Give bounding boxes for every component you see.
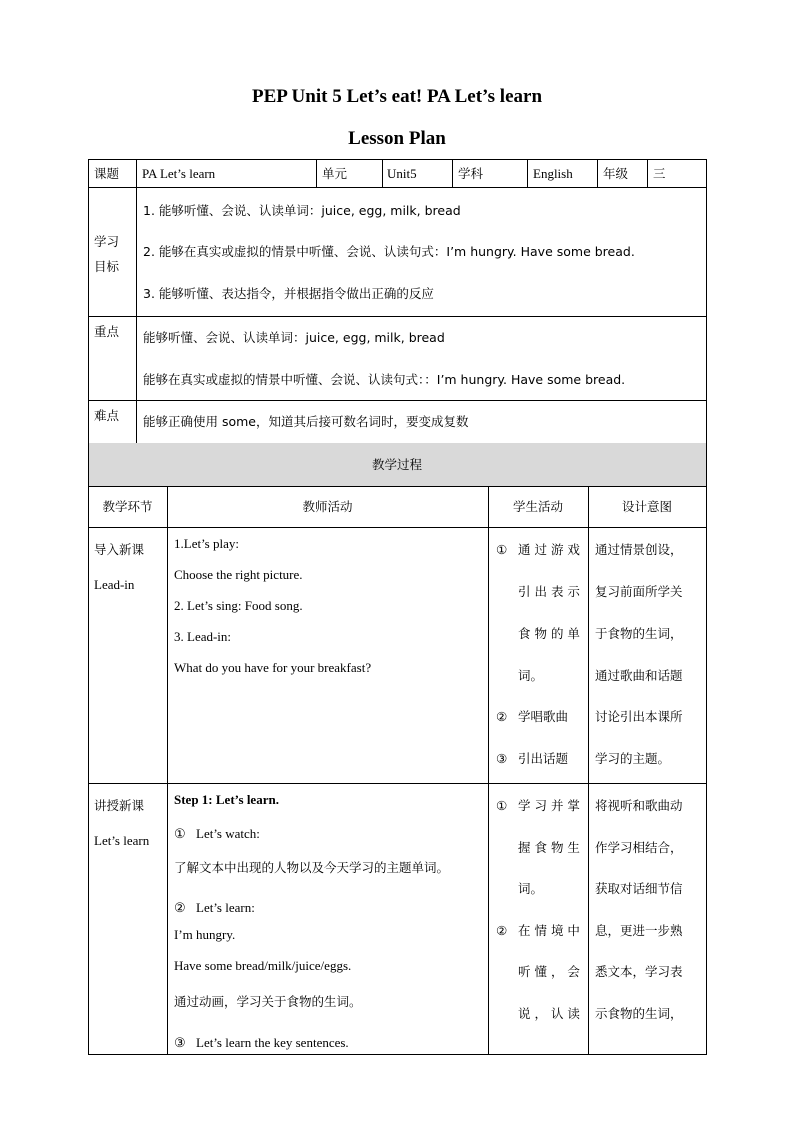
step-heading: Step 1: Let’s learn. (174, 792, 279, 807)
circled-marker: ② (496, 709, 508, 724)
student-line (496, 964, 580, 980)
student-line (496, 542, 580, 558)
student-text: 通 过 游 戏 (518, 542, 580, 557)
objective-item: 3. 能够听懂、表达指令，并根据指令做出正确的反应 (143, 286, 434, 301)
table-rule (316, 159, 317, 187)
table-rule (88, 783, 706, 784)
intent-line: 示食物的生词， (595, 1006, 683, 1021)
teacher-text: Let’s watch: (196, 826, 260, 841)
table-rule (88, 1054, 706, 1055)
teacher-text: Let’s learn the key sentences. (196, 1035, 349, 1050)
student-text: 词。 (518, 881, 544, 896)
intent-line: 通过歌曲和话题 (595, 668, 683, 683)
student-text: 握 食 物 生 (518, 840, 580, 855)
col-header-teacher: 教师活动 (302, 499, 353, 514)
student-text: 词。 (518, 668, 544, 683)
teacher-line: 2. Let’s sing: Food song. (174, 598, 303, 613)
table-rule (382, 159, 383, 187)
difficulty-text: 能够正确使用 some，知道其后接可数名词时，要变成复数 (143, 414, 469, 429)
circled-marker: ③ (174, 1035, 186, 1050)
key-points-label: 重点 (94, 324, 120, 339)
table-rule (647, 159, 648, 187)
table-rule (706, 159, 707, 1055)
student-line (496, 798, 580, 814)
key-point-item: 能够听懂、会说、认读单词：juice, egg, milk, bread (143, 330, 445, 345)
key-point-item: 能够在真实或虚拟的情景中听懂、会说、认读句式：：I’m hungry. Have some bread. (143, 372, 626, 387)
student-text: 学 习 并 掌 (518, 798, 580, 813)
teacher-line: 1.Let’s play: (174, 536, 239, 551)
student-text: 引 出 表 示 (518, 584, 580, 599)
student-line (496, 668, 543, 684)
circled-marker: ② (496, 923, 508, 938)
teacher-line: 了解文本中出现的人物以及今天学习的主题单词。 (174, 860, 450, 875)
table-rule (88, 527, 706, 528)
table-rule (167, 486, 168, 1055)
process-header: 教学过程 (371, 457, 422, 472)
student-line (496, 584, 580, 600)
student-text: 引出话题 (518, 751, 569, 766)
table-rule (488, 486, 489, 1055)
table-rule (88, 486, 706, 487)
table-rule (527, 159, 528, 187)
intent-line: 将视听和歌曲动 (595, 798, 683, 813)
table-rule (88, 159, 89, 1055)
student-text: 学唱歌曲 (518, 709, 569, 724)
circled-marker: ② (174, 900, 186, 915)
objective-item: 2. 能够在真实或虚拟的情景中听懂、会说、认读句式：I’m hungry. Have some bread. (143, 244, 635, 259)
table-rule (588, 486, 589, 1055)
circled-marker: ③ (496, 751, 508, 766)
stage-name-en: Let’s learn (94, 833, 150, 848)
teacher-line (174, 1035, 349, 1051)
table-rule (452, 159, 453, 187)
student-line (496, 1006, 580, 1022)
stage-name-en: Lead-in (94, 577, 135, 592)
student-text: 食 物 的 单 (518, 626, 580, 641)
student-line (496, 840, 580, 856)
objectives-label-1: 学习 (94, 234, 120, 249)
intent-line: 作学习相结合， (595, 840, 683, 855)
circled-marker: ① (174, 826, 186, 841)
table-rule (597, 159, 598, 187)
intent-line: 复习前面所学关 (595, 584, 683, 599)
stage-name-cn: 导入新课 (94, 542, 145, 557)
title-line-1: PEP Unit 5 Let’s eat! PA Let’s learn (251, 86, 543, 107)
grade-label: 年级 (603, 166, 629, 181)
col-header-stage: 教学环节 (102, 499, 153, 514)
circled-marker: ① (496, 542, 508, 557)
intent-line: 息，更进一步熟 (595, 923, 683, 938)
unit-value: Unit5 (387, 166, 417, 181)
intent-line: 悉文本，学习表 (595, 964, 683, 979)
teacher-text: Let’s learn: (196, 900, 255, 915)
unit-label: 单元 (322, 166, 348, 181)
col-header-student: 学生活动 (512, 499, 563, 514)
student-text: 在 情 境 中 (518, 923, 580, 938)
difficulty-label: 难点 (94, 408, 120, 423)
student-line (496, 923, 580, 939)
student-line (496, 881, 543, 897)
intent-line: 于食物的生词， (595, 626, 683, 641)
teacher-line: Have some bread/milk/juice/eggs. (174, 958, 352, 973)
student-line (496, 709, 568, 725)
topic-value: PA Let’s learn (142, 166, 216, 181)
teacher-line: What do you have for your breakfast? (174, 660, 372, 675)
circled-marker: ① (496, 798, 508, 813)
teacher-line: 3. Lead-in: (174, 629, 232, 644)
student-text: 听 懂 ， 会 (518, 964, 580, 979)
intent-line: 学习的主题。 (595, 751, 671, 766)
student-line (496, 626, 580, 642)
teacher-line: I’m hungry. (174, 927, 236, 942)
grade-value: 三 (653, 166, 666, 181)
teacher-line (174, 826, 260, 842)
table-rule (88, 400, 706, 401)
intent-line: 获取对话细节信 (595, 881, 683, 896)
subject-label: 学科 (458, 166, 484, 181)
objectives-label-2: 目标 (94, 259, 120, 274)
objective-item: 1. 能够听懂、会说、认读单词：juice, egg, milk, bread (143, 203, 461, 218)
student-line (496, 751, 568, 767)
teacher-line: 通过动画，学习关于食物的生词。 (174, 994, 362, 1009)
student-text: 说 ， 认 读 (518, 1006, 580, 1021)
table-rule (136, 159, 137, 443)
table-rule (88, 316, 706, 317)
stage-name-cn: 讲授新课 (94, 798, 145, 813)
table-rule (88, 159, 706, 160)
title-line-2: Lesson Plan (348, 128, 446, 149)
table-rule (88, 187, 706, 188)
intent-line: 讨论引出本课所 (595, 709, 683, 724)
subject-value: English (533, 166, 573, 181)
topic-label: 课题 (94, 166, 120, 181)
col-header-intent: 设计意图 (621, 499, 672, 514)
intent-line: 通过情景创设， (595, 542, 683, 557)
teacher-line (174, 900, 255, 916)
teacher-line: Choose the right picture. (174, 567, 303, 582)
